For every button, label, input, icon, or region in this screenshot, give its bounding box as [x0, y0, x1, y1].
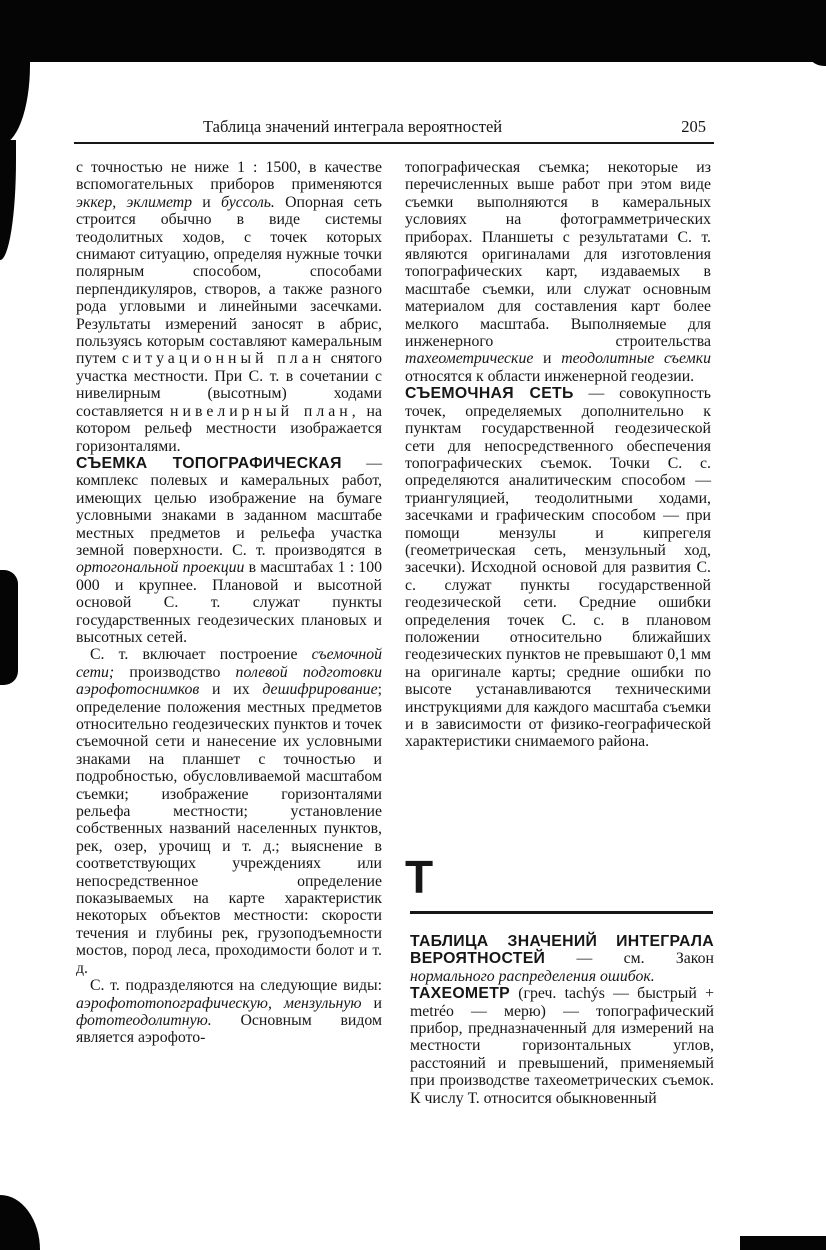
entry-paragraph: [405, 385, 711, 751]
right-column-lower: [410, 933, 714, 1107]
italic-term: аэрофототопографическую, мензульную: [76, 994, 362, 1012]
text: Основным видом является аэрофото-: [76, 1011, 382, 1047]
section-letter: Т: [405, 851, 434, 903]
text: топографическая съемка; некоторые из перечисленных выше работ при этом виде съемки выполняются в камеральных условиях на фотограмметрических приборах. Планшеты с результатами С. т. являются оригиналами для изготовления топографических карт, издаваемых в масштабе съемки, или служат основным материалом для составления карт более мелкого масштаба. Выполняемые для инженерного строительства: [405, 159, 711, 351]
text: ; определение положения местных предметов относительно геодезических пунктов и точек съемочной сети и нанесение их условными знаками на планшет с точностью и подробностью, обусловливаемой масштабом съемки; изображение горизонталями рельефа местности; установление собственных названий населенных пунктов, рек, озер, урочищ и т. д.; выяснение в соответствующих учреждениях или непосредственное определение показываемых на карте характеристик некоторых объектов местности: скорости течения и глубины рек, грузоподъемности мостов, пород леса, проходимости болот и т. д.: [76, 681, 382, 977]
italic-term: теодолитные съемки: [561, 350, 711, 368]
scan-shadow-corner: [0, 1195, 40, 1250]
text: и: [192, 193, 221, 211]
header-rule: [74, 142, 714, 144]
text: с точностью не ниже 1 : 1500, в качестве вспомогательных приборов применяются: [76, 159, 382, 194]
entry-term: ТАХЕОМЕТР: [410, 985, 511, 1003]
text: производство: [114, 663, 236, 681]
text: в масштабах 1 : 100 000 и крупнее. Плановой и высотной основой С. т. служат пункты государственных геодезических плановых и высотных сетей.: [76, 559, 382, 646]
text: С. т. подразделяются на следующие виды:: [90, 977, 382, 995]
entry-term: СЪЕМКА ТОПОГРАФИЧЕСКАЯ: [76, 454, 342, 472]
paragraph: [405, 159, 711, 385]
italic-term: тахеометрические: [405, 350, 534, 368]
text: (греч. tachýs — быстрый + metréo — мерю) — топографический прибор, предназначенный для измерений на местности горизонтальных углов, расстояний и превышений, применяемый при производстве тахеометрических съемок. К числу Т. относится обыкновенный: [410, 985, 714, 1107]
scan-shadow-left: [0, 55, 30, 145]
paragraph: [76, 646, 382, 977]
entry-paragraph: [410, 985, 714, 1107]
text: — см. Закон: [545, 950, 714, 968]
italic-term: съемочной сети;: [76, 646, 382, 681]
text: и: [361, 994, 382, 1012]
entry-paragraph: [76, 455, 382, 646]
italic-term: фототеодолитную.: [76, 1011, 212, 1029]
italic-term: буссоль.: [220, 193, 275, 211]
text: и их: [199, 681, 263, 699]
running-head-title: Таблица значений интеграла вероятностей: [203, 117, 503, 136]
text: на котором рельеф местности изображается горизонталями.: [76, 402, 382, 455]
scan-shadow-left: [0, 570, 18, 685]
entry-term: ТАБЛИЦА ЗНАЧЕНИЙ ИНТЕГРАЛА ВЕРОЯТНОСТЕЙ: [410, 933, 714, 968]
running-head: [203, 115, 708, 139]
spaced-term: ситуационный план: [121, 350, 326, 368]
scan-border-top: [0, 0, 826, 62]
text: снятого участка местности. При С. т. в сочетании с нивелирным (высотным) ходами составляется: [76, 350, 382, 420]
italic-term: ортогональной проекции: [76, 559, 245, 577]
text: — комплекс полевых и камеральных работ, имеющих целью изображение на бумаге условными знаками в заданном масштабе местных предметов и рельефа участка земной поверхности. С. т. производятся в: [76, 454, 382, 559]
right-column: [405, 159, 711, 751]
spaced-term: нивелирный план,: [170, 402, 360, 420]
page-number: 205: [681, 117, 706, 136]
text: С. т. включает построение: [90, 646, 312, 664]
left-column: [76, 159, 382, 1047]
text: и: [533, 350, 562, 368]
italic-term: эккер, эклиметр: [76, 193, 193, 211]
section-rule: [410, 911, 713, 914]
scan-shadow-corner: [740, 1236, 826, 1250]
paragraph: [76, 977, 382, 1047]
text: — совокупность точек, определяемых дополнительно к пунктам государственной геодезической сети для непосредственного обеспечения топографических съемок. Точки С. с. определяются аналитическим способом — триангуляцией, теодолитными ходами, засечками и графическим способом — при помощи мензулы и кипрегеля (геометрическая сеть, мензульный ход, засечки). Исходной основой для развития С. с. служат пункты государственной геодезической сети. Средние ошибки определения точек С. с. в плановом положении относительно ближайших геодезических пунктов не превышают 0,1 мм на оригинале карты; средние ошибки по высоте устанавливаются техническими инструкциями для каждого масштаба съемки и в зависимости от физико-географической характеристики снимаемого района.: [405, 385, 711, 751]
italic-term: полевой подготовки аэрофотоснимков: [76, 663, 382, 699]
italic-term: дешифрирование: [262, 681, 378, 699]
entry-paragraph: [410, 933, 714, 985]
entry-term: СЪЕМОЧНАЯ СЕТЬ: [405, 385, 574, 403]
text: Опорная сеть строится обычно в виде системы теодолитных ходов, с точек которых снимают ситуацию, определяя нужные точки полярным способом, способами перпендикуляров, створов, а также разного рода угловыми и линейными засечками. Результаты измерений заносят в абрис, пользуясь которым составляют камеральным путем: [76, 193, 382, 368]
text: относятся к области инженерной геодезии.: [405, 367, 695, 385]
paragraph: [76, 159, 382, 455]
scan-shadow-left: [0, 140, 16, 260]
italic-term: нормального распределения ошибок.: [410, 967, 655, 985]
